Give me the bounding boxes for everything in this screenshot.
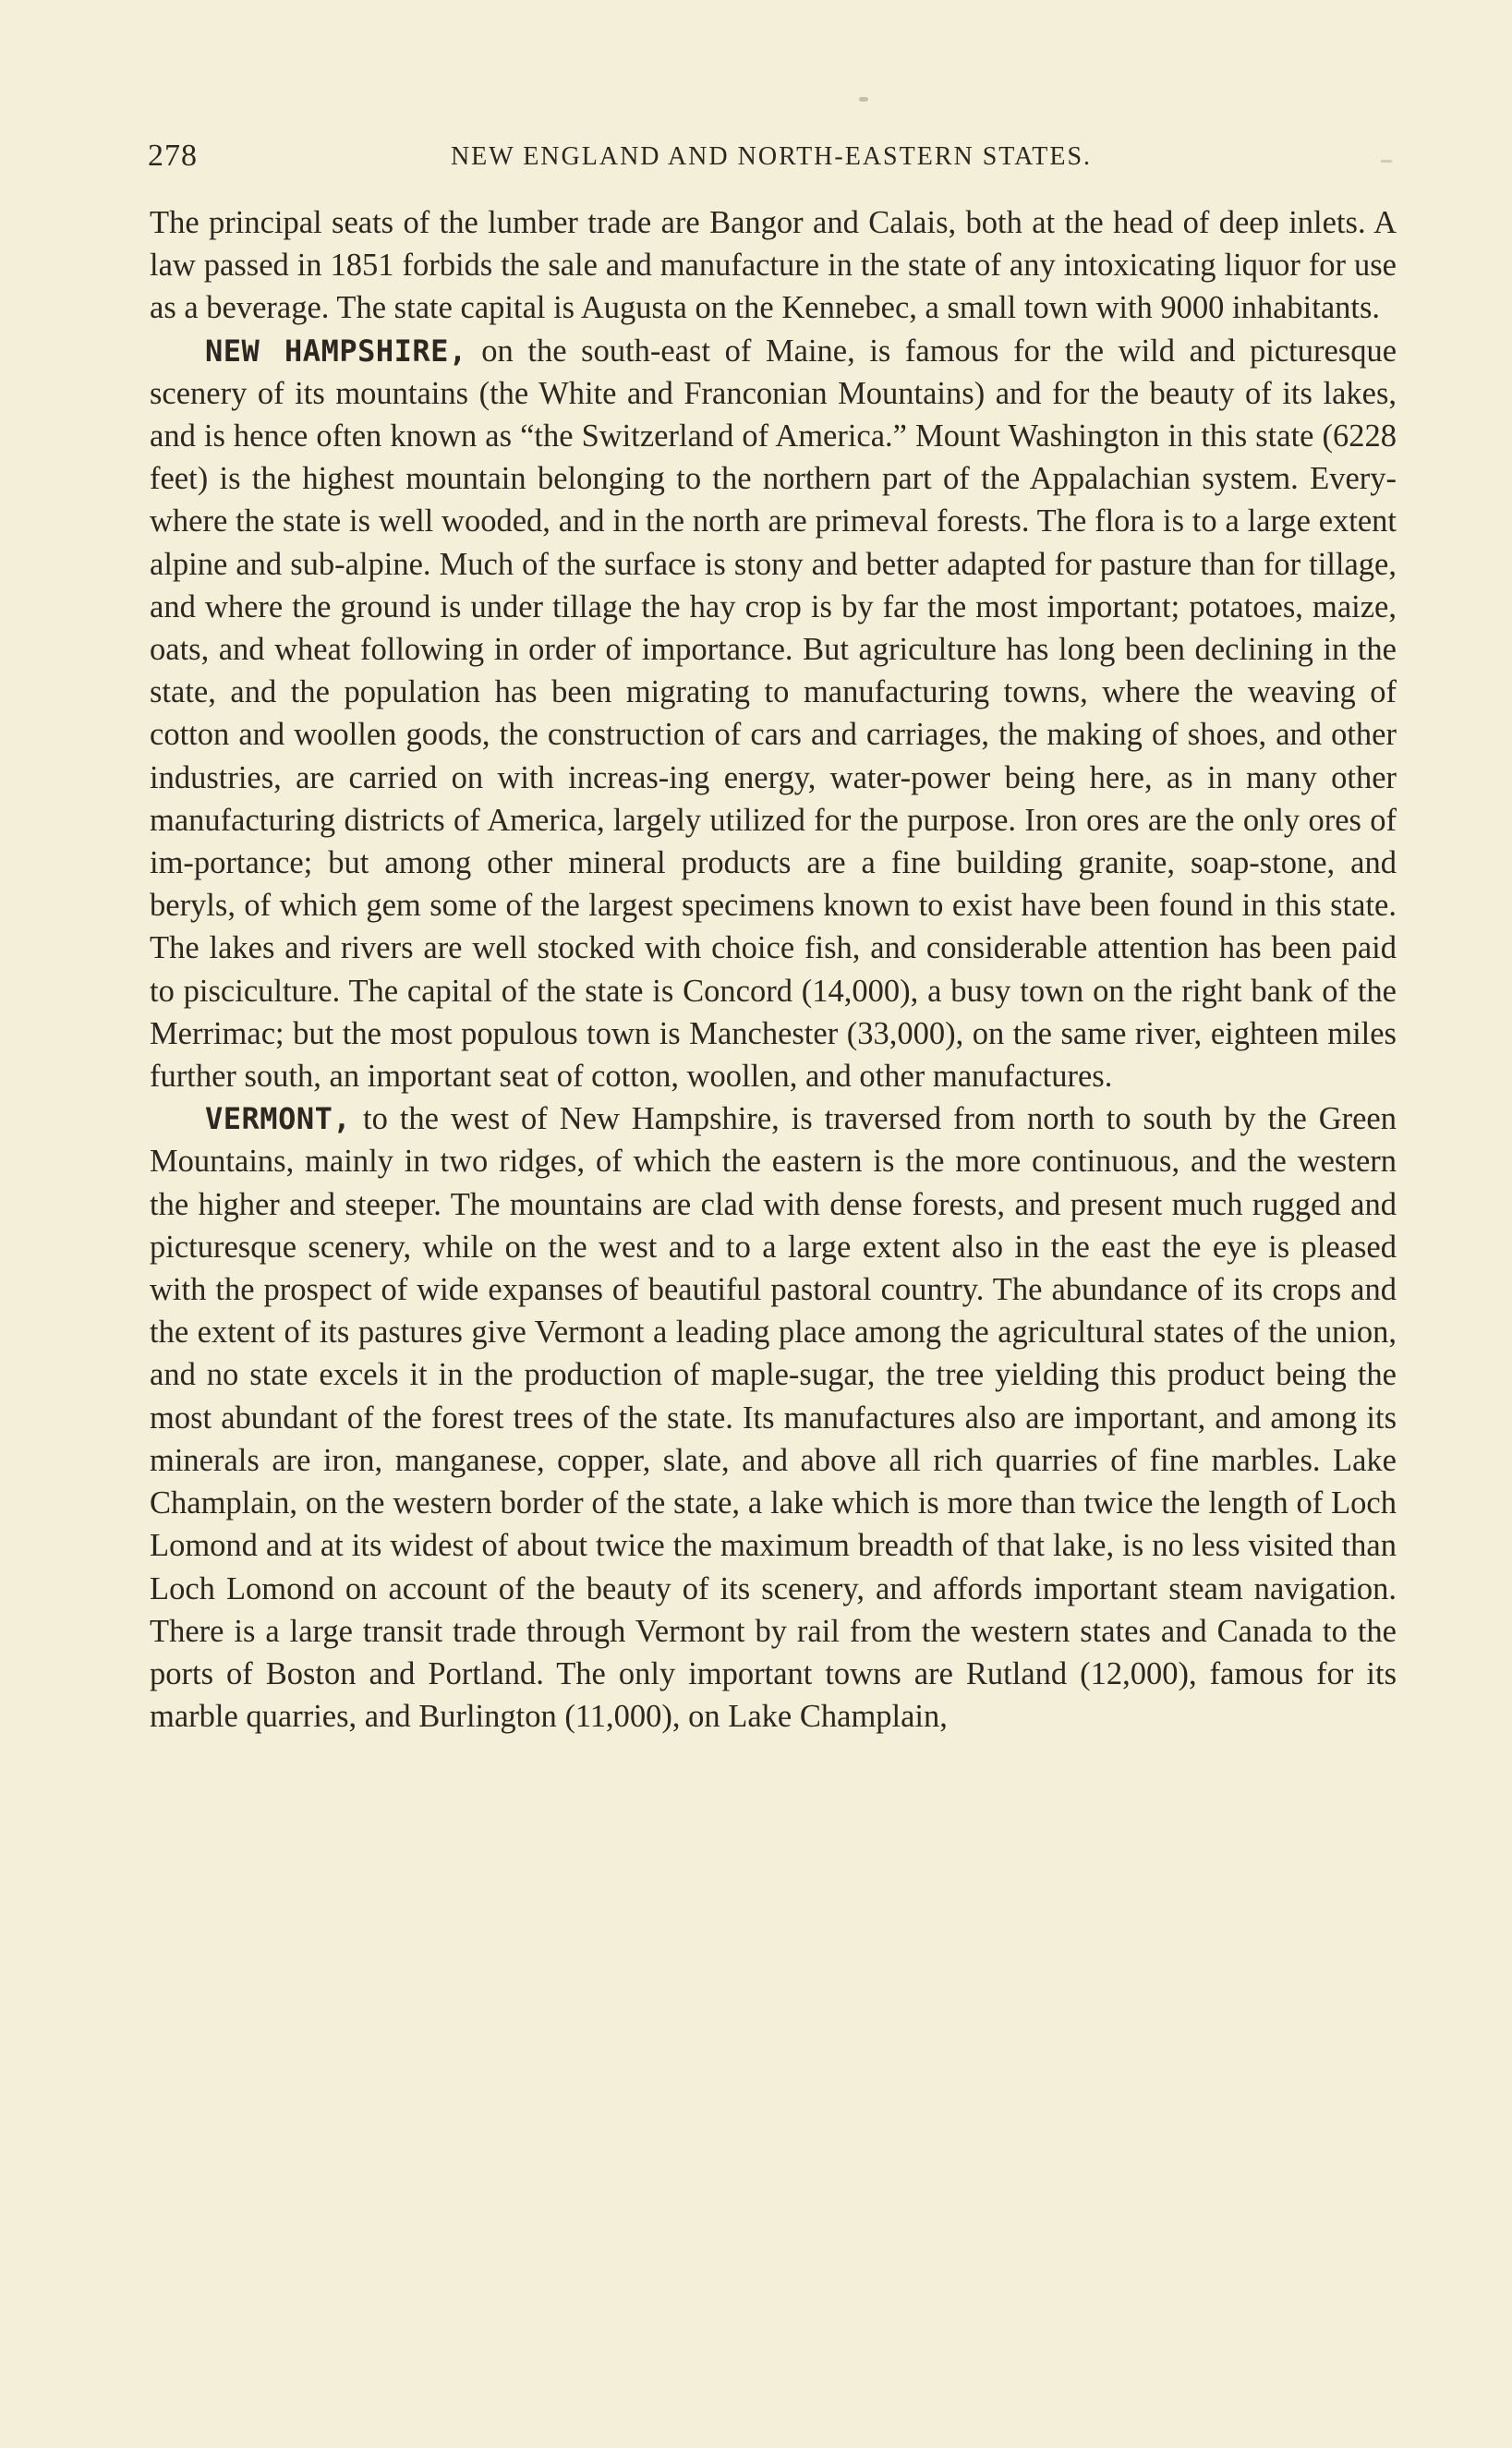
paragraph-text: to the west of New Hampshire, is traversed from north to south by the Green Mountains, mainly in two ridges, of which the eastern is the more continuous, and the western the higher and steeper. The mountains are clad with dense forests, and present much rugged and picturesque scenery, while on the west and to a large extent also in the east the eye is pleased with the prospect of wide expanses of beautiful pastoral country. The abundance of its crops and the extent of its pastures give Vermont a leading place among the agricultural states of the union, and no state excels it in the production of maple-sugar, the tree yielding this product being the most abundant of the forest trees of the state. Its manufactures also are important, and among its minerals are iron, manganese, copper, slate, and above all rich quarries of fine marbles. Lake Champlain, on the western border of the state, a lake which is more than twice the length of Loch Lomond and at its widest of about twice the maximum breadth of that lake, is no less visited than Loch Lomond on account of the beauty of its scenery, and affords important steam navigation. There is a large transit trade through Vermont by rail from the western states and Canada to the ports of Boston and Portland. The only important towns are Rutland (12,000), famous for its marble quarries, and Burlington (11,000), on Lake Champlain, — [150, 1101, 1397, 1735]
paragraph-text: on the south-east of Maine, is famous for the wild and picturesque scenery of its mountains (the White and Franconian Mountains) and for the beauty of its lakes, and is hence often known as “the Switzerland of America.” Mount Washington in this state (6228 feet) is the highest mountain belonging to the northern part of the Appalachian system. Every-where the state is well wooded, and in the north are primeval forests. The flora is to a large extent alpine and sub-alpine. Much of the surface is stony and better adapted for pasture than for tillage, and where the ground is under tillage the hay crop is by far the most important; potatoes, maize, oats, and wheat following in order of importance. But agriculture has long been declining in the state, and the population has been migrating to manufacturing towns, where the weaving of cotton and woollen goods, the construction of cars and carriages, the making of shoes, and other industries, are carried on with increas-ing energy, water-power being here, as in many other manufacturing districts of America, largely utilized for the purpose. Iron ores are the only ores of im-portance; but among other mineral products are a fine building granite, soap-stone, and beryls, of which gem some of the largest specimens known to exist have been found in this state. The lakes and rivers are well stocked with choice fish, and considerable attention has been paid to pisciculture. The capital of the state is Concord (14,000), a busy town on the right bank of the Merrimac; but the most populous town is Manchester (33,000), on the same river, eighteen miles further south, an important seat of cotton, woollen, and other manufactures. — [150, 333, 1397, 1095]
paragraph-new-hampshire — [150, 330, 1397, 1098]
running-head: NEW ENGLAND AND NORTH-EASTERN STATES. — [450, 142, 1093, 171]
section-lead-vermont: VERMONT, — [205, 1101, 352, 1137]
print-speck — [859, 97, 868, 102]
page-number: 278 — [148, 139, 198, 173]
paragraph-vermont — [150, 1097, 1397, 1738]
paragraph-maine-end: The principal seats of the lumber trade are Bangor and Calais, both at the head of deep inlets. A law passed in 1851 forbids the sale and manufacture in the state of any intoxicating liquor for use as a beverage. The state capital is Augusta on the Kennebec, a small town with 9000 inhabitants. — [150, 205, 1397, 326]
section-lead-new-hampshire: NEW HAMPSHIRE, — [205, 333, 467, 369]
body-text — [150, 201, 1397, 1738]
page-header — [148, 139, 1395, 176]
